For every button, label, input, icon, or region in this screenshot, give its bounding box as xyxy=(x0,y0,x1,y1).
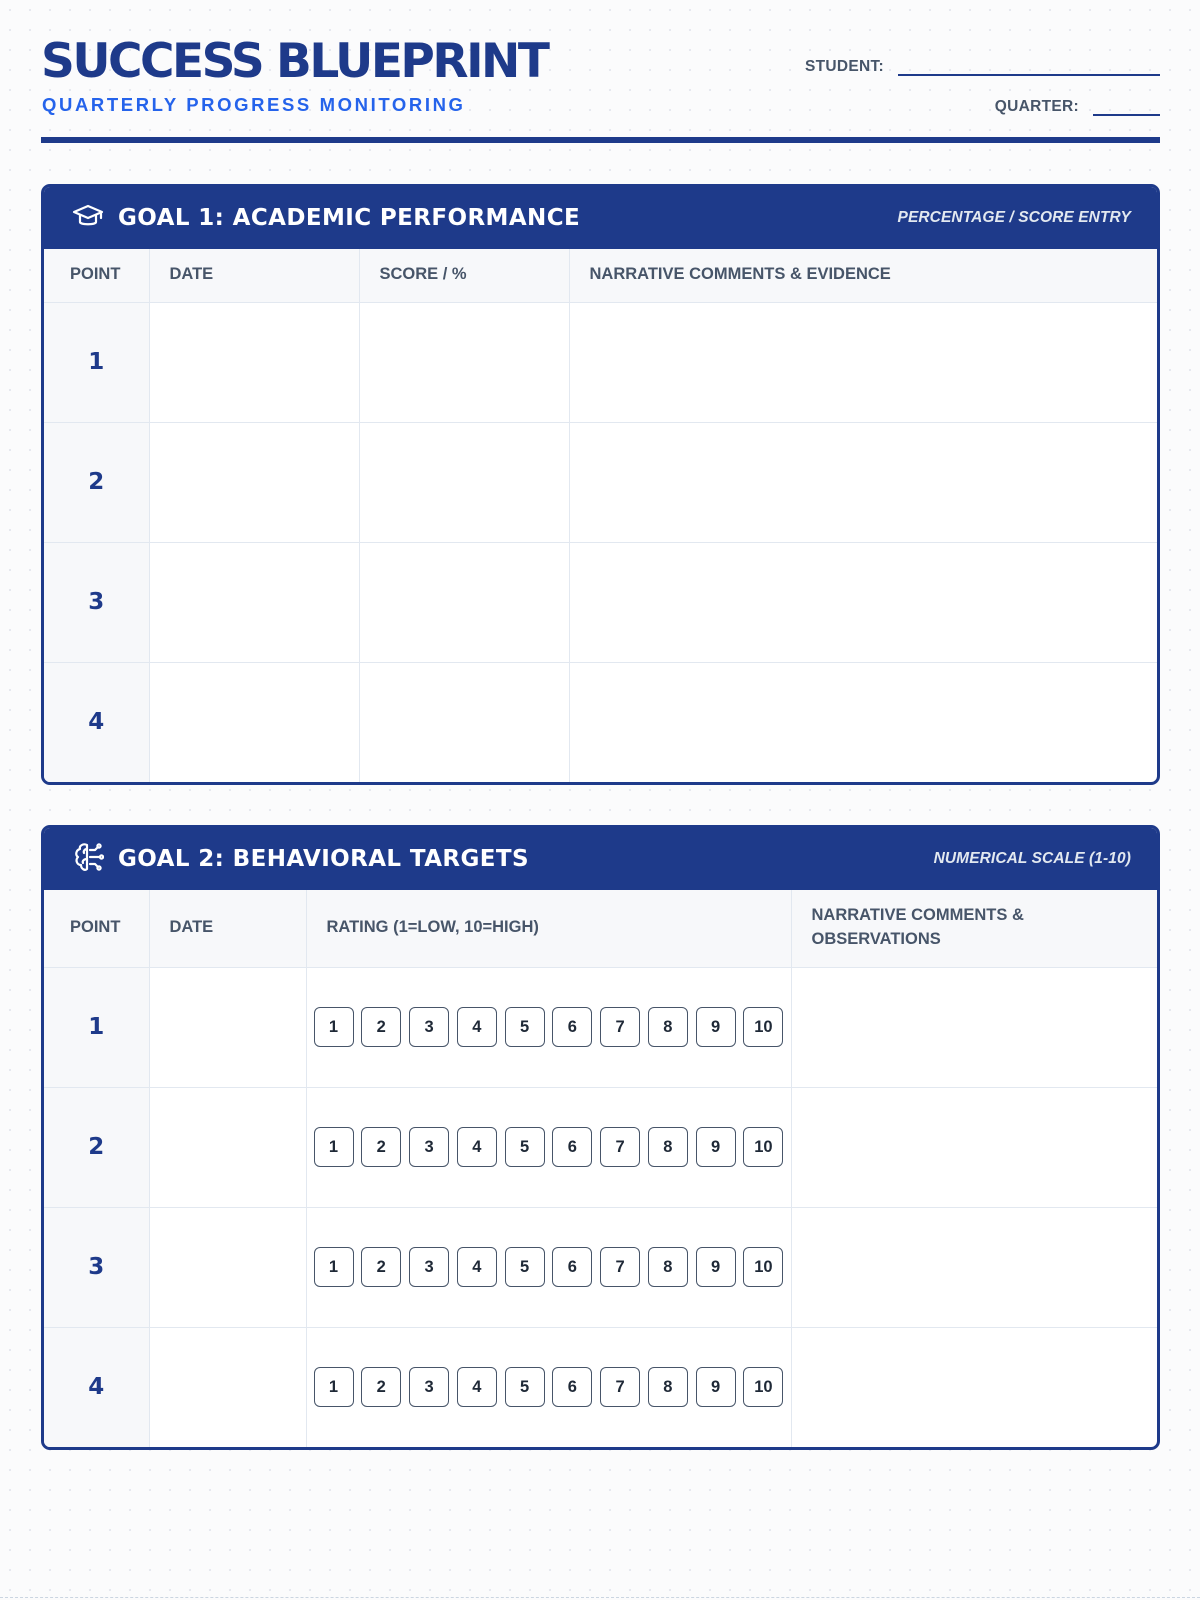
goal2-scale-note: NUMERICAL SCALE (1-10) xyxy=(933,850,1131,867)
point-number: 4 xyxy=(44,662,149,782)
col-date: DATE xyxy=(149,249,359,302)
date-cell[interactable] xyxy=(149,1087,306,1207)
rating-cell xyxy=(306,1087,791,1207)
rating-scale xyxy=(307,1247,791,1287)
score-cell[interactable] xyxy=(359,542,569,662)
rating-option[interactable]: 10 xyxy=(743,1127,783,1167)
goal1-card xyxy=(41,184,1160,785)
rating-option[interactable]: 8 xyxy=(648,1247,688,1287)
rating-option[interactable]: 7 xyxy=(600,1367,640,1407)
brain-icon xyxy=(72,841,118,878)
rating-scale xyxy=(307,1127,791,1167)
comments-cell[interactable] xyxy=(569,422,1157,542)
table-row xyxy=(44,662,1157,782)
rating-option[interactable]: 3 xyxy=(409,1367,449,1407)
col-date: DATE xyxy=(149,890,306,967)
rating-option[interactable]: 10 xyxy=(743,1367,783,1407)
goal1-entry-note: PERCENTAGE / SCORE ENTRY xyxy=(897,209,1131,226)
table-row xyxy=(44,302,1157,422)
score-cell[interactable] xyxy=(359,422,569,542)
rating-option[interactable]: 7 xyxy=(600,1007,640,1047)
date-cell[interactable] xyxy=(149,1327,306,1447)
page-title: SUCCESS BLUEPRINT xyxy=(41,34,548,89)
date-cell[interactable] xyxy=(149,422,359,542)
graduation-cap-icon xyxy=(72,204,118,233)
rating-option[interactable]: 3 xyxy=(409,1007,449,1047)
date-cell[interactable] xyxy=(149,1207,306,1327)
goal2-header xyxy=(44,828,1157,890)
quarter-field xyxy=(995,90,1160,116)
rating-option[interactable]: 6 xyxy=(552,1247,592,1287)
comments-cell[interactable] xyxy=(791,1327,1157,1447)
rating-option[interactable]: 9 xyxy=(696,1367,736,1407)
rating-option[interactable]: 10 xyxy=(743,1007,783,1047)
col-point: POINT xyxy=(44,890,149,967)
comments-cell[interactable] xyxy=(569,662,1157,782)
table-row xyxy=(44,1207,1157,1327)
date-cell[interactable] xyxy=(149,542,359,662)
point-number: 4 xyxy=(44,1327,149,1447)
rating-option[interactable]: 6 xyxy=(552,1367,592,1407)
comments-cell[interactable] xyxy=(791,1087,1157,1207)
point-number: 3 xyxy=(44,542,149,662)
table-row xyxy=(44,1327,1157,1447)
rating-option[interactable]: 2 xyxy=(361,1007,401,1047)
rating-option[interactable]: 3 xyxy=(409,1247,449,1287)
rating-option[interactable]: 5 xyxy=(505,1127,545,1167)
table-row xyxy=(44,967,1157,1087)
rating-scale xyxy=(307,1007,791,1047)
rating-option[interactable]: 4 xyxy=(457,1127,497,1167)
comments-cell[interactable] xyxy=(569,302,1157,422)
rating-option[interactable]: 10 xyxy=(743,1247,783,1287)
rating-cell xyxy=(306,1327,791,1447)
quarter-input-line[interactable] xyxy=(1093,90,1160,116)
point-number: 1 xyxy=(44,967,149,1087)
point-number: 2 xyxy=(44,422,149,542)
quarter-label: QUARTER: xyxy=(994,98,1079,115)
goal2-header-row xyxy=(44,890,1157,967)
bottom-dashed-rule xyxy=(0,1597,1200,1598)
rating-option[interactable]: 4 xyxy=(457,1007,497,1047)
goal2-table xyxy=(44,890,1157,1447)
col-comments: NARRATIVE COMMENTS & OBSERVATIONS xyxy=(791,890,1157,967)
rating-option[interactable]: 5 xyxy=(505,1247,545,1287)
date-cell[interactable] xyxy=(149,967,306,1087)
header-divider xyxy=(41,137,1160,143)
goal1-header xyxy=(44,187,1157,249)
progress-monitoring-sheet xyxy=(41,0,1160,1401)
rating-option[interactable]: 7 xyxy=(600,1247,640,1287)
date-cell[interactable] xyxy=(149,302,359,422)
rating-option[interactable]: 3 xyxy=(409,1127,449,1167)
col-comments: NARRATIVE COMMENTS & EVIDENCE xyxy=(569,249,1157,302)
rating-option[interactable]: 9 xyxy=(696,1127,736,1167)
table-row xyxy=(44,542,1157,662)
rating-option[interactable]: 2 xyxy=(361,1127,401,1167)
rating-cell xyxy=(306,1207,791,1327)
col-rating: RATING (1=LOW, 10=HIGH) xyxy=(306,890,791,967)
score-cell[interactable] xyxy=(359,302,569,422)
rating-option[interactable]: 7 xyxy=(600,1127,640,1167)
rating-option[interactable]: 5 xyxy=(505,1367,545,1407)
goal2-title: GOAL 2: BEHAVIORAL TARGETS xyxy=(118,846,529,872)
col-point: POINT xyxy=(44,249,149,302)
rating-option[interactable]: 8 xyxy=(648,1007,688,1047)
rating-cell xyxy=(306,967,791,1087)
student-input-line[interactable] xyxy=(898,50,1160,76)
date-cell[interactable] xyxy=(149,662,359,782)
page-subtitle: QUARTERLY PROGRESS MONITORING xyxy=(42,94,466,115)
rating-option[interactable]: 5 xyxy=(505,1007,545,1047)
rating-option[interactable]: 1 xyxy=(314,1247,354,1287)
goal2-card xyxy=(41,825,1160,1450)
header xyxy=(41,0,1160,144)
student-label: STUDENT: xyxy=(804,58,884,75)
col-score: SCORE / % xyxy=(359,249,569,302)
rating-option[interactable]: 4 xyxy=(457,1367,497,1407)
table-row xyxy=(44,422,1157,542)
rating-option[interactable]: 8 xyxy=(648,1127,688,1167)
rating-scale xyxy=(307,1367,791,1407)
rating-option[interactable]: 1 xyxy=(314,1127,354,1167)
rating-option[interactable]: 1 xyxy=(314,1007,354,1047)
rating-option[interactable]: 6 xyxy=(552,1007,592,1047)
goal1-title: GOAL 1: ACADEMIC PERFORMANCE xyxy=(118,205,581,231)
comments-cell[interactable] xyxy=(791,1207,1157,1327)
score-cell[interactable] xyxy=(359,662,569,782)
comments-cell[interactable] xyxy=(569,542,1157,662)
rating-option[interactable]: 8 xyxy=(648,1367,688,1407)
rating-option[interactable]: 2 xyxy=(361,1367,401,1407)
rating-option[interactable]: 1 xyxy=(314,1367,354,1407)
point-number: 3 xyxy=(44,1207,149,1327)
point-number: 2 xyxy=(44,1087,149,1207)
comments-cell[interactable] xyxy=(791,967,1157,1087)
rating-option[interactable]: 6 xyxy=(552,1127,592,1167)
rating-option[interactable]: 9 xyxy=(696,1247,736,1287)
goal1-table xyxy=(44,249,1157,782)
student-field xyxy=(805,50,1160,76)
rating-option[interactable]: 9 xyxy=(696,1007,736,1047)
rating-option[interactable]: 2 xyxy=(361,1247,401,1287)
goal1-header-row xyxy=(44,249,1157,302)
table-row xyxy=(44,1087,1157,1207)
rating-option[interactable]: 4 xyxy=(457,1247,497,1287)
point-number: 1 xyxy=(44,302,149,422)
